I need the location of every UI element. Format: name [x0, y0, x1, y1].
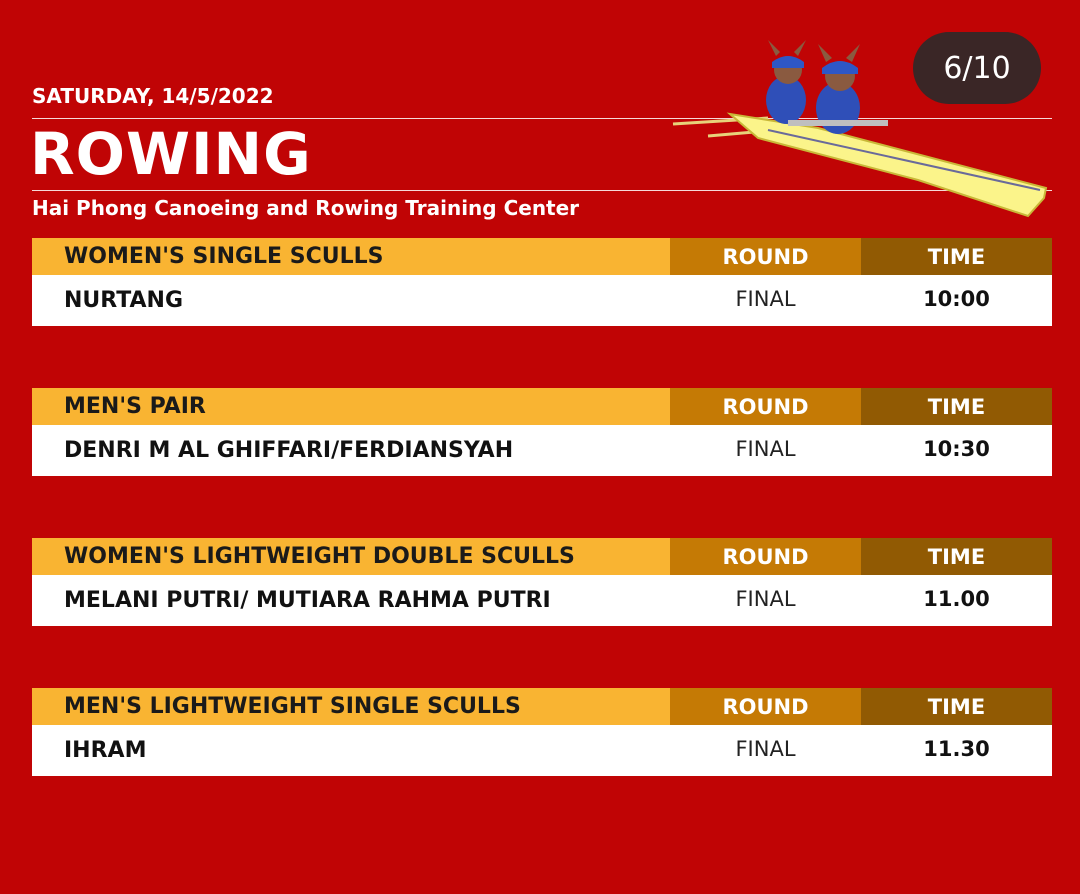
- athlete-name: MELANI PUTRI/ MUTIARA RAHMA PUTRI: [64, 588, 551, 613]
- round-column-header: ROUND: [670, 538, 861, 575]
- event-name: MEN'S LIGHTWEIGHT SINGLE SCULLS: [32, 688, 670, 725]
- round-column-header: ROUND: [670, 388, 861, 425]
- event-card: [32, 238, 1052, 326]
- event-name: WOMEN'S SINGLE SCULLS: [32, 238, 670, 275]
- time-value: 11.00: [923, 586, 990, 611]
- slide-counter-badge: 6/10: [913, 32, 1041, 104]
- venue-name: Hai Phong Canoeing and Rowing Training Center: [32, 196, 580, 220]
- time-value: 10:30: [923, 436, 990, 461]
- time-column-header: TIME: [861, 538, 1052, 575]
- round-column-header: ROUND: [670, 688, 861, 725]
- time-column-header: TIME: [861, 388, 1052, 425]
- time-column-header: TIME: [861, 238, 1052, 275]
- header-date: SATURDAY, 14/5/2022: [32, 84, 274, 108]
- time-value: 11.30: [923, 736, 990, 761]
- event-name: WOMEN'S LIGHTWEIGHT DOUBLE SCULLS: [32, 538, 670, 575]
- sport-title: ROWING: [30, 120, 312, 188]
- athlete-name: IHRAM: [64, 738, 147, 763]
- round-value: FINAL: [735, 586, 796, 611]
- athlete-name: DENRI M AL GHIFFARI/FERDIANSYAH: [64, 438, 514, 463]
- event-card: [32, 538, 1052, 626]
- round-value: FINAL: [735, 286, 796, 311]
- round-value: FINAL: [735, 736, 796, 761]
- athlete-name: NURTANG: [64, 288, 184, 313]
- time-column-header: TIME: [861, 688, 1052, 725]
- event-card: [32, 388, 1052, 476]
- round-value: FINAL: [735, 436, 796, 461]
- round-column-header: ROUND: [670, 238, 861, 275]
- time-value: 10:00: [923, 286, 990, 311]
- event-card: [32, 688, 1052, 776]
- event-name: MEN'S PAIR: [32, 388, 670, 425]
